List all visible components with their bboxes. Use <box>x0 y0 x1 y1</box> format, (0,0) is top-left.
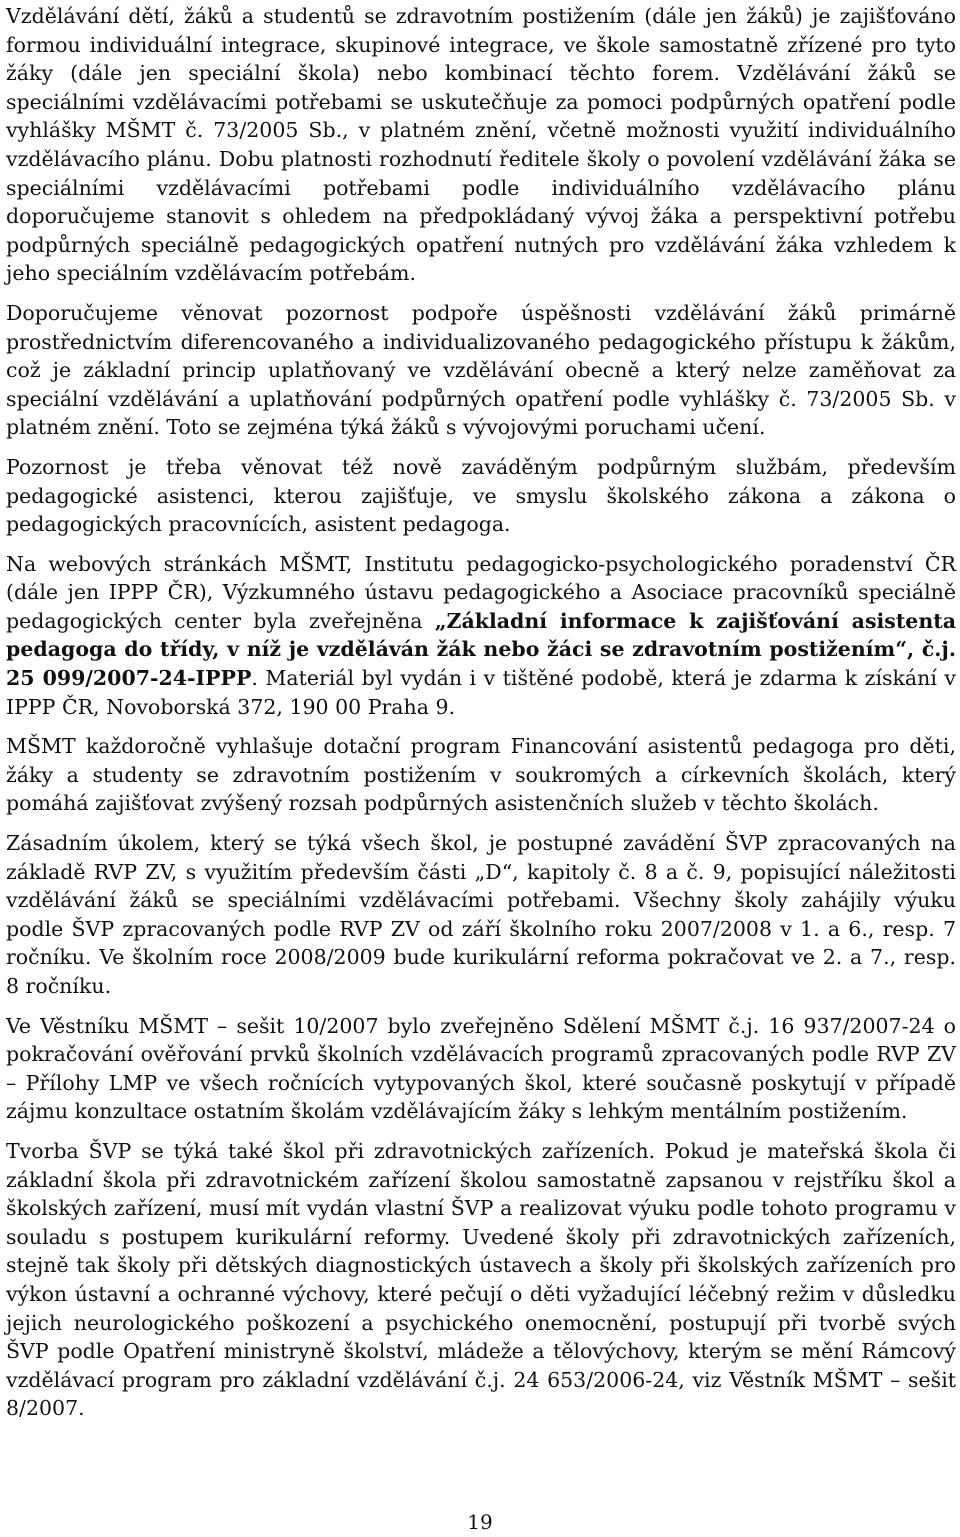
paragraph-text: Zásadním úkolem, který se týká všech škol, je postupné zavádění ŠVP zpracovaných na základě RVP ZV, s využitím především části „D“, kapitoly č. 8 a č. 9, popisující náležitosti vzdělávání žáků se speciálními vzdělávacími potřebami. Všechny školy zahájily výuku podle ŠVP zpracovaných podle RVP ZV od září školního roku 2007/2008 v 1. a 6., resp. 7 ročníku. Ve školním roce 2008/2009 bude kurikulární reforma pokračovat ve 2. a 7., resp. 8 ročníku. <box>6 831 956 998</box>
paragraph-text: Na webových stránkách MŠMT, Institutu pedagogicko-psychologického poradenství ČR (dále jen IPPP ČR), Výzkumného ústavu pedagogického a Asociace pracovníků speciálně pedagogických center byla zveřejněna <box>6 551 956 633</box>
paragraph-text: Pozornost je třeba věnovat též nově zaváděným podpůrným službám, především pedagogické asistenci, kterou zajišťuje, ve smyslu školského zákona a zákona o pedagogických pracovnících, asistent pedagoga. <box>6 454 956 537</box>
highlighted-publication-title: „Základní informace k zajišťování asistenta pedagoga do třídy, v níž je vzděláván žák nebo žáci se zdravotním postižením“, č.j. 25 099/2007-24-IPPP <box>6 608 956 691</box>
paragraph-differentiated-approach <box>6 299 956 442</box>
paragraph-inclusive-education <box>6 2 956 288</box>
document-body <box>6 2 956 1434</box>
paragraph-text: Vzdělávání dětí, žáků a studentů se zdravotním postižením (dále jen žáků) je zajišťováno formou individuální integrace, skupinové integrace, ve škole samostatně zřízené pro tyto žáky (dále jen speciální škola) nebo kombinací těchto forem. Vzdělávání žáků se speciálními vzdělávacími potřebami se uskutečňuje za pomoci podpůrných opatření podle vyhlášky MŠMT č. 73/2005 Sb., v platném znění, včetně možnosti využití individuálního vzdělávacího plánu. Dobu platnosti rozhodnutí ředitele školy o povolení vzdělávání žáka se speciálními vzdělávacími potřebami podle individuálního vzdělávacího plánu doporučujeme stanovit s ohledem na předpokládaný vývoj žáka a perspektivní potřebu podpůrných speciálně pedagogických opatření nutných pro vzdělávání žáka vzhledem k jeho speciálním vzdělávacím potřebám. <box>6 4 956 286</box>
paragraph-text: Ve Věstníku MŠMT – sešit 10/2007 bylo zveřejněno Sdělení MŠMT č.j. 16 937/2007-24 o pokračování ověřování prvků školních vzdělávacích programů zpracovaných podle RVP ZV – Přílohy LMP ve všech ročnících vytypovaných škol, které současně poskytují v případě zájmu konzultace ostatním školám vzdělávajícím žáky s lehkým mentálním postižením. <box>6 1013 956 1124</box>
paragraph-text: Doporučujeme věnovat pozornost podpoře úspěšnosti vzdělávání žáků primárně prostřednictvím diferencovaného a individualizovaného pedagogického přístupu k žákům, což je základní princip uplatňovaný ve vzdělávání obecně a který nelze zaměňovat za speciální vzdělávání a uplatňování podpůrných opatření podle vyhlášky č. 73/2005 Sb. v platném znění. Toto se zejména týká žáků s vývojovými poruchami učení. <box>6 300 956 440</box>
paragraph-text: MŠMT každoročně vyhlašuje dotační program Financování asistentů pedagoga pro děti, žáky a studenty se zdravotním postižením v soukromých a církevních školách, který pomáhá zajišťovat zvýšený rozsah podpůrných asistenčních služeb v těchto školách. <box>6 734 956 816</box>
page-number: 19 <box>467 1510 493 1534</box>
paragraph-text: . Materiál byl vydán i v tištěné podobě, která je zdarma k získání v IPPP ČR, Novoborská 372, 190 00 Praha 9. <box>6 666 956 719</box>
paragraph-pedagogical-assistance <box>6 453 956 539</box>
paragraph-text: Tvorba ŠVP se týká také škol při zdravotnických zařízeních. Pokud je mateřská škola či základní škola při zdravotnickém zařízení školou samostatně zapsanou v rejstříku škol a školských zařízení, musí mít vydán vlastní ŠVP a realizovat výuku podle tohoto programu v souladu s postupem kurikulární reformy. Uvedené školy při zdravotnických zařízeních, stejně tak školy při dětských diagnostických ústavech a školy při školských zařízeních pro výkon ústavní a ochranné výchovy, které pečují o děti vyžadující léčebný režim v důsledku jejich neurologického poškození a psychického onemocnění, postupují při tvorbě svých ŠVP podle Opatření ministryně školství, mládeže a tělovýchovy, kterým se mění Rámcový vzdělávací program pro základní vzdělávání č.j. 24 653/2006-24, viz Věstník MŠMT – sešit 8/2007. <box>6 1138 956 1421</box>
paragraph-assistant-information <box>6 550 956 722</box>
paragraph-ministry-bulletin <box>6 1012 956 1126</box>
paragraph-grant-program <box>6 732 956 818</box>
paragraph-svp-implementation <box>6 829 956 1001</box>
paragraph-hospital-schools <box>6 1137 956 1423</box>
